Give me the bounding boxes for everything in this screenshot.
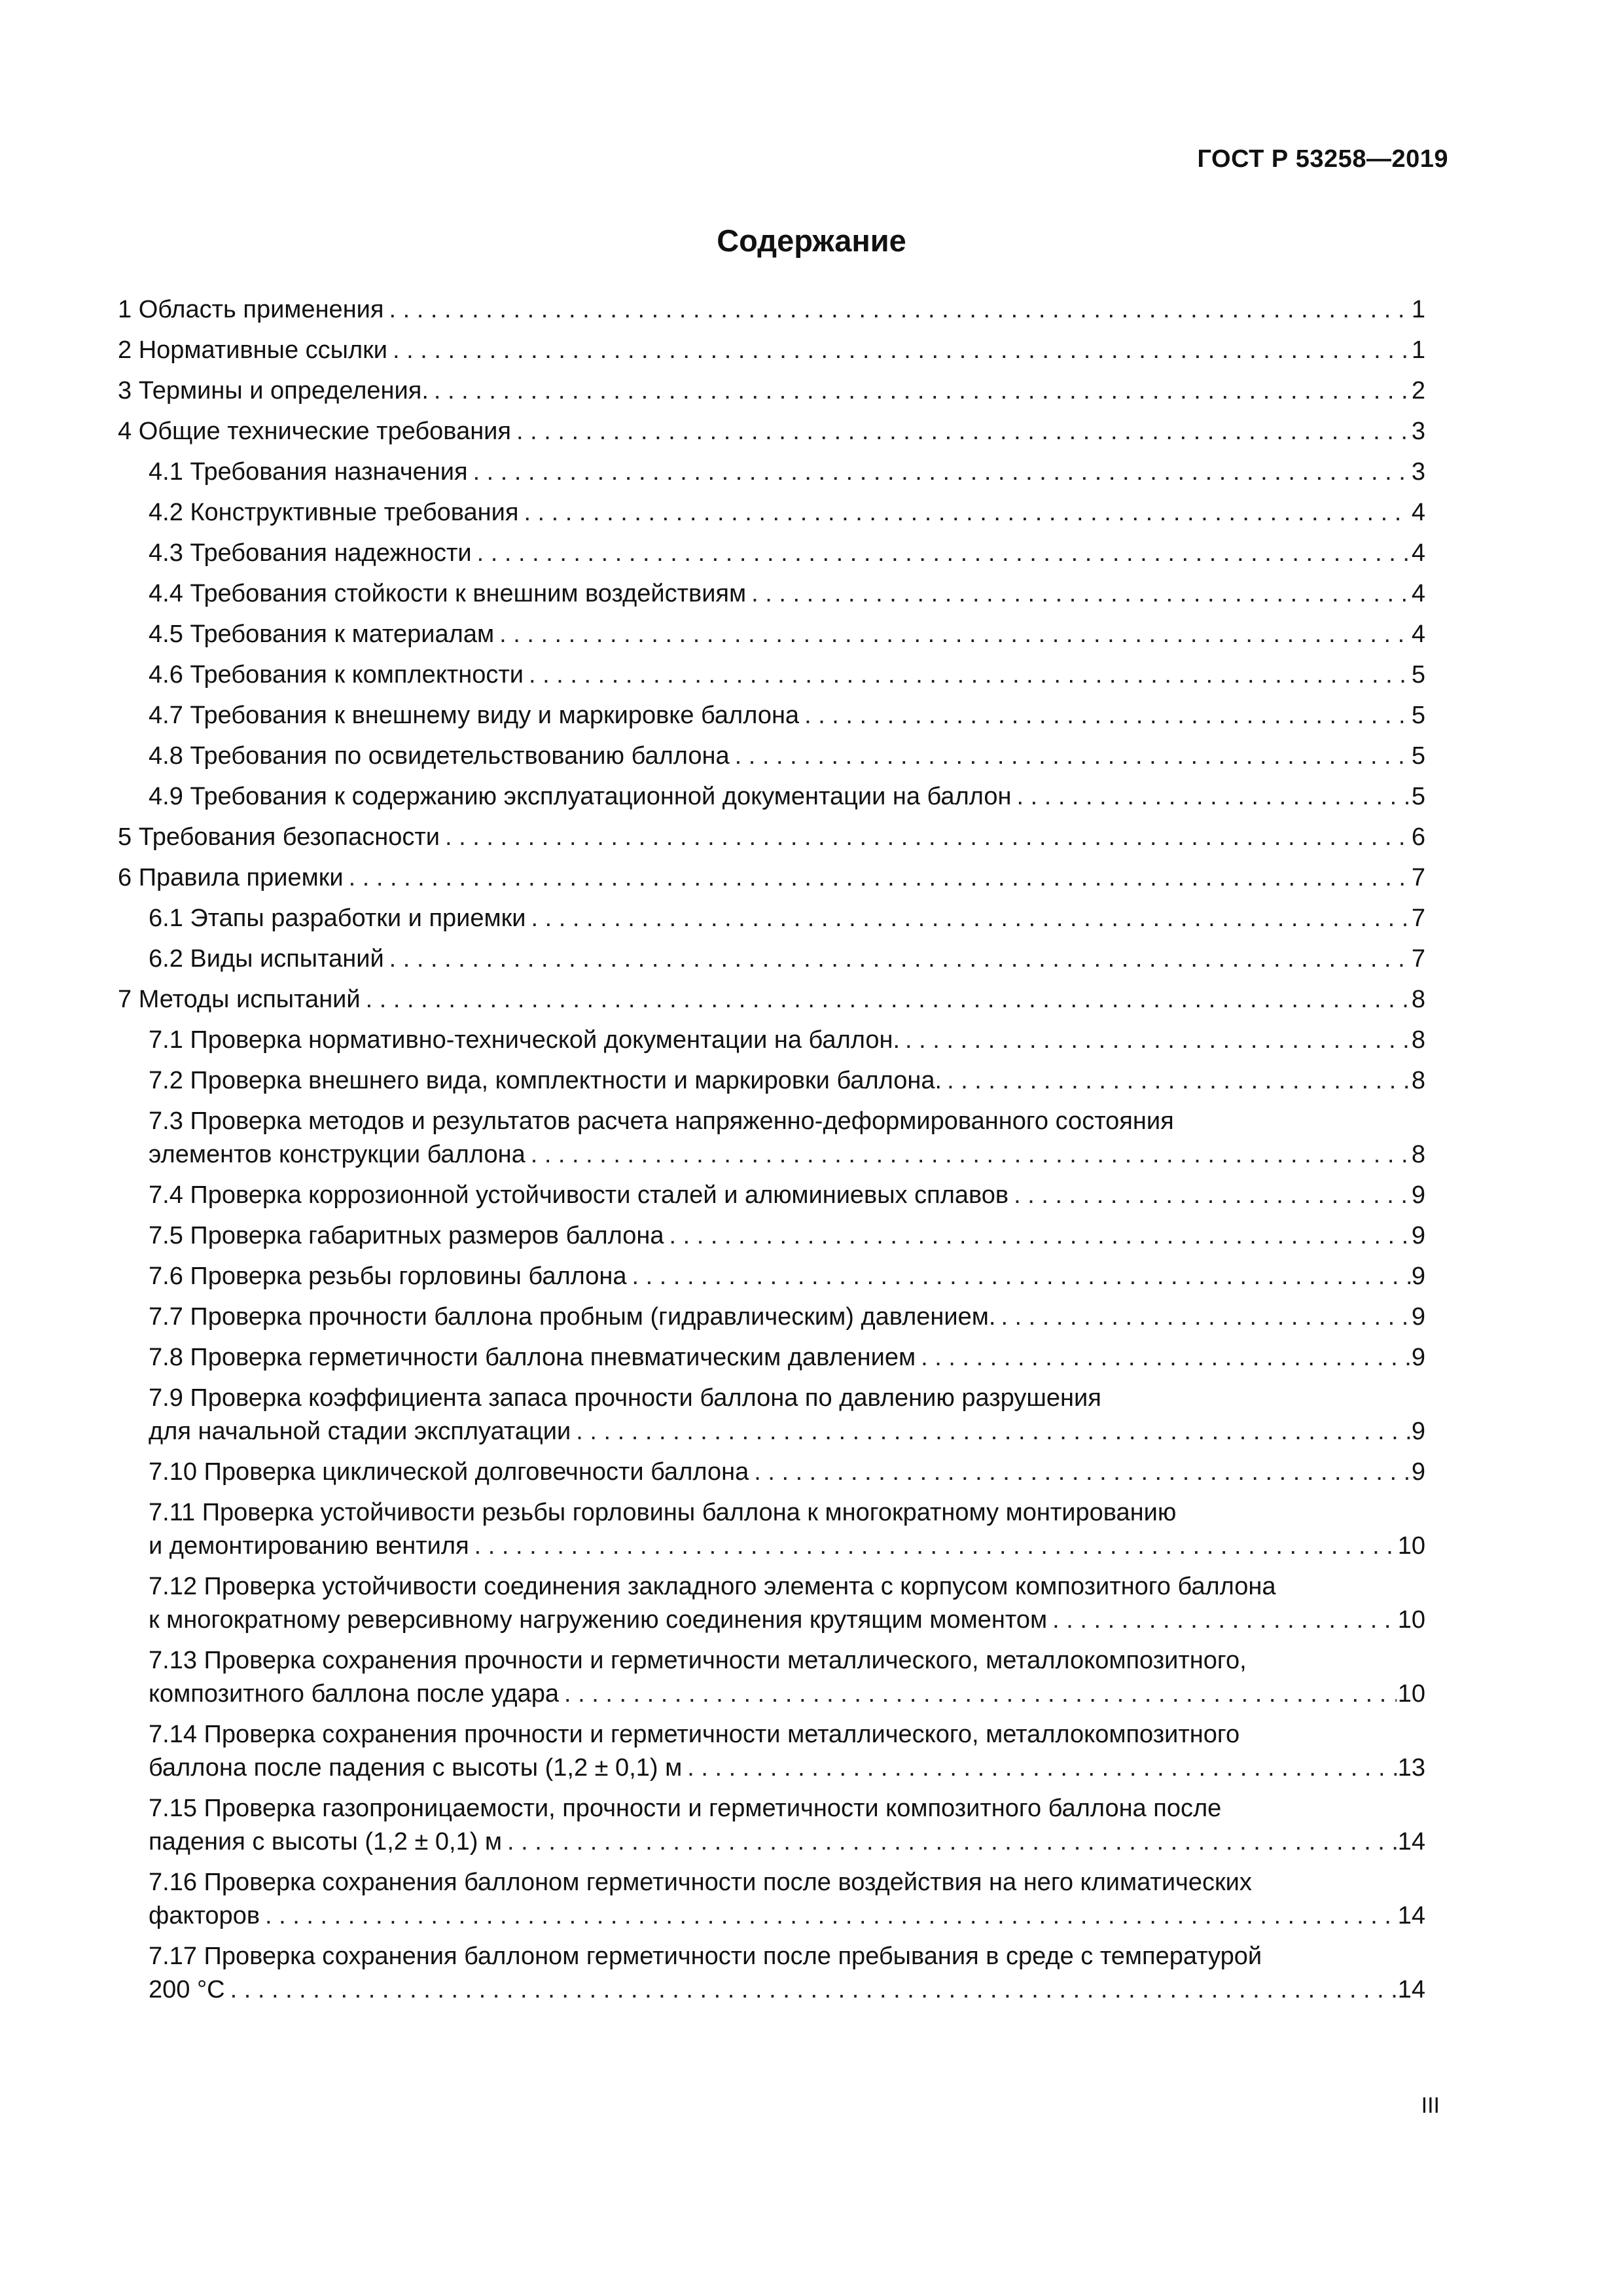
- toc-entry-text: и демонтированию вентиля: [149, 1532, 469, 1560]
- toc-entry[interactable]: [118, 1940, 1425, 2007]
- dot-leader: [499, 618, 1410, 651]
- toc-entry-text: 2 Нормативные ссылки: [118, 336, 387, 364]
- toc-entry[interactable]: [118, 1866, 1425, 1933]
- dot-leader: [516, 415, 1410, 448]
- toc-entry[interactable]: [118, 334, 1425, 367]
- toc-entry-text: композитного баллона после удара: [149, 1680, 559, 1708]
- dot-leader: [1014, 1179, 1410, 1212]
- toc-entry-page: 4: [1411, 539, 1425, 567]
- toc-entry-line: [149, 1024, 1425, 1057]
- toc-entry-text: 4.2 Конструктивные требования: [149, 499, 519, 526]
- dot-leader: [669, 1219, 1410, 1253]
- toc-entry-line: [149, 1825, 1425, 1859]
- dot-leader: [921, 1341, 1410, 1374]
- dot-leader: [389, 293, 1410, 327]
- toc-entry-page: 14: [1397, 1902, 1425, 1929]
- dot-leader: [947, 1064, 1410, 1098]
- toc-entry-line: [149, 577, 1425, 611]
- dot-leader: [265, 1899, 1397, 1933]
- toc-entry-line: [118, 821, 1425, 854]
- toc-entry-text: 4.8 Требования по освидетельствованию баллона: [149, 742, 730, 770]
- dot-leader: [905, 1024, 1410, 1057]
- toc-entry-text: 7.12 Проверка устойчивости соединения закладного элемента с корпусом композитного баллона: [149, 1573, 1276, 1600]
- toc-entry-text: 7.4 Проверка коррозионной устойчивости сталей и алюминиевых сплавов: [149, 1181, 1009, 1209]
- toc-entry-line: [149, 1138, 1425, 1172]
- toc-entry-line: [118, 293, 1425, 327]
- toc-entry-text: элементов конструкции баллона: [149, 1141, 526, 1168]
- dot-leader: [632, 1260, 1410, 1293]
- toc-entry-page: 5: [1411, 661, 1425, 689]
- dot-leader: [735, 740, 1410, 773]
- page-number: III: [1421, 2093, 1440, 2118]
- toc-entry[interactable]: [118, 821, 1425, 854]
- toc-entry-page: 9: [1411, 1181, 1425, 1209]
- toc-entry-page: 10: [1397, 1680, 1425, 1708]
- dot-leader: [804, 699, 1410, 732]
- toc-entry-line: [149, 1899, 1425, 1933]
- dot-leader: [473, 456, 1410, 489]
- toc-entry-text: 7 Методы испытаний: [118, 986, 361, 1013]
- toc-entry-line: [149, 618, 1425, 651]
- toc-entry-text: 7.6 Проверка резьбы горловины баллона: [149, 1263, 627, 1290]
- toc-entry-text: 7.13 Проверка сохранения прочности и герметичности металлического, металлокомпозитного,: [149, 1647, 1247, 1674]
- toc-entry-line: [149, 1751, 1425, 1785]
- dot-leader: [564, 1677, 1397, 1711]
- dot-leader: [1001, 1300, 1410, 1334]
- toc-entry[interactable]: [118, 983, 1425, 1016]
- dot-leader: [230, 1973, 1397, 2007]
- toc-entry-line: [149, 1415, 1425, 1448]
- toc-entry[interactable]: [118, 537, 1425, 570]
- toc-entry-page: 10: [1397, 1606, 1425, 1634]
- toc-entry-page: 4: [1411, 499, 1425, 526]
- toc-entry[interactable]: [118, 415, 1425, 448]
- toc-entry-text: 4.7 Требования к внешнему виду и маркировке баллона: [149, 702, 800, 729]
- dot-leader: [474, 1530, 1397, 1563]
- toc-entry-text: 6 Правила приемки: [118, 864, 344, 891]
- toc-entry[interactable]: [118, 577, 1425, 611]
- toc-entry[interactable]: [118, 374, 1425, 408]
- toc-entry[interactable]: [118, 1456, 1425, 1489]
- toc-entry-page: 8: [1411, 1141, 1425, 1168]
- toc-entry-line: [149, 1677, 1425, 1711]
- dot-leader: [393, 334, 1410, 367]
- toc-entry-page: 14: [1397, 1828, 1425, 1856]
- dot-leader: [576, 1415, 1410, 1448]
- toc-entry-line: [118, 334, 1425, 367]
- toc-entry-text: 7.14 Проверка сохранения прочности и герметичности металлического, металлокомпозитного: [149, 1721, 1240, 1748]
- dot-leader: [1052, 1604, 1397, 1637]
- toc-entry-text: 7.10 Проверка циклической долговечности баллона: [149, 1458, 749, 1486]
- toc-entry[interactable]: [118, 902, 1425, 935]
- toc-entry-text: для начальной стадии эксплуатации: [149, 1418, 571, 1445]
- toc-entry-text: 7.16 Проверка сохранения баллоном герметичности после воздействия на него климатических: [149, 1869, 1252, 1896]
- toc-entry-line: [149, 1530, 1425, 1563]
- toc-entry-text: 5 Требования безопасности: [118, 823, 440, 851]
- toc-entry-page: 7: [1411, 864, 1425, 891]
- toc-title: Содержание: [717, 223, 906, 258]
- dot-leader: [366, 983, 1410, 1016]
- toc-entry-line: [149, 1973, 1425, 2007]
- toc-entry-page: 10: [1397, 1532, 1425, 1560]
- toc-entry-text: 4.1 Требования назначения: [149, 458, 468, 486]
- toc-entry-page: 9: [1411, 1303, 1425, 1331]
- table-of-contents: [118, 293, 1425, 2014]
- toc-entry-line: [149, 1260, 1425, 1293]
- toc-entry-page: 9: [1411, 1344, 1425, 1371]
- toc-entry-page: 13: [1397, 1754, 1425, 1782]
- toc-entry-text: 1 Область применения: [118, 296, 384, 323]
- dot-leader: [434, 374, 1410, 408]
- toc-entry[interactable]: [118, 618, 1425, 651]
- toc-entry[interactable]: [118, 496, 1425, 529]
- toc-entry-line: [149, 1300, 1425, 1334]
- toc-entry-line: [149, 658, 1425, 692]
- toc-entry-text: 6.1 Этапы разработки и приемки: [149, 905, 526, 932]
- toc-entry-text: 4.3 Требования надежности: [149, 539, 472, 567]
- toc-entry-page: 9: [1411, 1222, 1425, 1249]
- toc-entry-line: [149, 1604, 1425, 1637]
- toc-entry-text: 7.11 Проверка устойчивости резьбы горловины баллона к многократному монтированию: [149, 1499, 1177, 1526]
- toc-entry-line: [118, 983, 1425, 1016]
- toc-entry-text: 7.8 Проверка герметичности баллона пневматическим давлением: [149, 1344, 916, 1371]
- dot-leader: [1016, 780, 1410, 814]
- toc-entry[interactable]: [118, 1064, 1425, 1098]
- toc-entry-line: [149, 1064, 1425, 1098]
- toc-entry[interactable]: [118, 1570, 1425, 1637]
- toc-entry[interactable]: [118, 1792, 1425, 1859]
- toc-entry-text: 7.7 Проверка прочности баллона пробным (гидравлическим) давлением.: [149, 1303, 996, 1331]
- dot-leader: [751, 577, 1410, 611]
- toc-entry-page: 9: [1411, 1418, 1425, 1445]
- dot-leader: [507, 1825, 1397, 1859]
- toc-entry-page: 8: [1411, 1026, 1425, 1054]
- toc-entry-text: 4.9 Требования к содержанию эксплуатационной документации на баллон: [149, 783, 1012, 810]
- toc-entry-page: 9: [1411, 1263, 1425, 1290]
- toc-entry-text: 7.1 Проверка нормативно-технической документации на баллон.: [149, 1026, 901, 1054]
- dot-leader: [529, 658, 1410, 692]
- toc-entry-line: [149, 1341, 1425, 1374]
- toc-entry-line: [118, 374, 1425, 408]
- toc-entry[interactable]: [118, 1024, 1425, 1057]
- toc-entry-page: 2: [1411, 377, 1425, 404]
- toc-entry[interactable]: [118, 456, 1425, 489]
- toc-entry-page: 7: [1411, 945, 1425, 973]
- toc-entry-page: 5: [1411, 702, 1425, 729]
- toc-entry[interactable]: [118, 699, 1425, 732]
- toc-entry-line: [149, 496, 1425, 529]
- toc-entry-text: падения с высоты (1,2 ± 0,1) м: [149, 1828, 503, 1856]
- toc-entry-page: 5: [1411, 742, 1425, 770]
- toc-entry-line: [149, 1456, 1425, 1489]
- toc-entry-text: 6.2 Виды испытаний: [149, 945, 384, 973]
- toc-entry-page: 5: [1411, 783, 1425, 810]
- toc-entry-line: [149, 1179, 1425, 1212]
- toc-entry[interactable]: [118, 1382, 1425, 1448]
- toc-entry-line: [149, 699, 1425, 732]
- dot-leader: [754, 1456, 1410, 1489]
- toc-entry[interactable]: [118, 1341, 1425, 1374]
- toc-entry-page: 8: [1411, 986, 1425, 1013]
- toc-entry[interactable]: [118, 1300, 1425, 1334]
- toc-entry-page: 4: [1411, 620, 1425, 648]
- toc-entry-page: 14: [1397, 1976, 1425, 2003]
- toc-entry-page: 4: [1411, 580, 1425, 607]
- dot-leader: [524, 496, 1410, 529]
- toc-entry-text: 7.5 Проверка габаритных размеров баллона: [149, 1222, 664, 1249]
- toc-entry-page: 8: [1411, 1067, 1425, 1094]
- dot-leader: [531, 902, 1410, 935]
- toc-entry-page: 3: [1411, 418, 1425, 445]
- toc-entry-line: [118, 415, 1425, 448]
- toc-entry[interactable]: [118, 1219, 1425, 1253]
- toc-entry-page: 7: [1411, 905, 1425, 932]
- dot-leader: [531, 1138, 1410, 1172]
- toc-entry[interactable]: [118, 1644, 1425, 1711]
- toc-entry-text: 7.9 Проверка коэффициента запаса прочности баллона по давлению разрушения: [149, 1384, 1101, 1412]
- toc-entry[interactable]: [118, 780, 1425, 814]
- toc-entry-line: [118, 861, 1425, 895]
- toc-entry-page: 1: [1411, 296, 1425, 323]
- toc-entry[interactable]: [118, 1496, 1425, 1563]
- toc-entry-text: 3 Термины и определения.: [118, 377, 429, 404]
- toc-entry[interactable]: [118, 1260, 1425, 1293]
- toc-entry-text: факторов: [149, 1902, 260, 1929]
- toc-entry-page: 1: [1411, 336, 1425, 364]
- dot-leader: [389, 942, 1410, 976]
- dot-leader: [477, 537, 1410, 570]
- toc-entry-text: 200 °С: [149, 1976, 225, 2003]
- toc-entry-line: [149, 780, 1425, 814]
- toc-entry-text: 7.17 Проверка сохранения баллоном герметичности после пребывания в среде с температурой: [149, 1943, 1262, 1970]
- toc-entry[interactable]: [118, 1105, 1425, 1172]
- toc-entry-text: 4.5 Требования к материалам: [149, 620, 495, 648]
- dot-leader: [445, 821, 1410, 854]
- toc-entry-page: 6: [1411, 823, 1425, 851]
- toc-entry[interactable]: [118, 658, 1425, 692]
- toc-entry-line: [149, 942, 1425, 976]
- toc-entry-text: 4 Общие технические требования: [118, 418, 511, 445]
- toc-entry-line: [149, 456, 1425, 489]
- toc-entry-text: к многократному реверсивному нагружению соединения крутящим моментом: [149, 1606, 1048, 1634]
- toc-entry-line: [149, 740, 1425, 773]
- toc-entry[interactable]: [118, 861, 1425, 895]
- toc-entry[interactable]: [118, 1179, 1425, 1212]
- dot-leader: [687, 1751, 1397, 1785]
- toc-entry-line: [149, 902, 1425, 935]
- toc-entry-text: 7.15 Проверка газопроницаемости, прочности и герметичности композитного баллона после: [149, 1795, 1222, 1822]
- document-code: ГОСТ Р 53258—2019: [1197, 145, 1448, 173]
- toc-entry-line: [149, 537, 1425, 570]
- toc-entry-text: 4.4 Требования стойкости к внешним воздействиям: [149, 580, 747, 607]
- toc-entry-text: баллона после падения с высоты (1,2 ± 0,1) м: [149, 1754, 683, 1782]
- toc-entry-text: 4.6 Требования к комплектности: [149, 661, 524, 689]
- toc-entry-text: 7.2 Проверка внешнего вида, комплектности и маркировки баллона.: [149, 1067, 942, 1094]
- toc-entry-page: 9: [1411, 1458, 1425, 1486]
- dot-leader: [349, 861, 1410, 895]
- toc-entry[interactable]: [118, 1718, 1425, 1785]
- toc-entry[interactable]: [118, 293, 1425, 327]
- toc-entry[interactable]: [118, 942, 1425, 976]
- toc-entry-page: 3: [1411, 458, 1425, 486]
- toc-entry-text: 7.3 Проверка методов и результатов расчета напряженно-деформированного состояния: [149, 1107, 1174, 1135]
- toc-entry-line: [149, 1219, 1425, 1253]
- toc-entry[interactable]: [118, 740, 1425, 773]
